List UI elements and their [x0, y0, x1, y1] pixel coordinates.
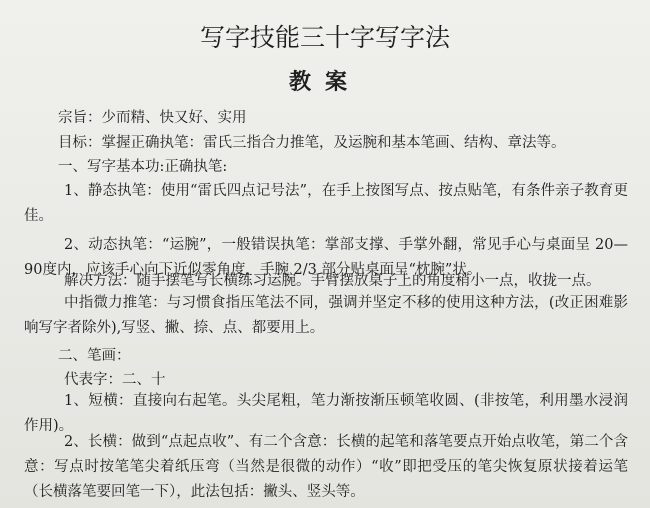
paragraph-static-grip: 1、静态执笔：使用“雷氏四点记号法”，在手上按图写点、按点贴笔，有条件亲子教育更佳。	[24, 183, 628, 224]
section-heading-basics: 一、写字基本功:正确执笔:	[58, 159, 228, 175]
paragraph-middle-finger: 中指微力推笔：与习惯食指压笔法不同，强调并坚定不移的使用这种方法，(改正困难影响写字者除外),写竖、撇、捺、点、都要用上。	[24, 295, 628, 336]
solution-line: 解决方法：随手摆笔写长横练习运腕。手臂摆放桌子上的角度稍小一点，收拢一点。	[64, 273, 601, 289]
document-subtitle: 教案	[288, 69, 361, 95]
document-title: 写字技能三十字写字法	[199, 23, 450, 52]
goal-line: 目标：掌握正确执笔：雷氏三指合力推笔，及运腕和基本笔画、结构、章法等。	[58, 135, 566, 151]
section-heading-strokes: 二、笔画：	[58, 348, 131, 364]
paragraph-dynamic-grip: 2、动态执笔：“运腕”，一般错误执笔：掌部支撑、手掌外翻，常见手心与桌面呈 20—90度内，应该手心向下近似零角度，手腕 2/3 部分贴桌面呈“枕腕”状。	[24, 237, 628, 278]
purpose-line: 宗旨：少而精、快又好、实用	[58, 110, 247, 126]
representative-chars-line: 代表字：二、十	[64, 372, 166, 388]
paragraph-short-horizontal: 1、短横：直接向右起笔。头尖尾粗，笔力渐按渐压顿笔收圆、(非按笔，利用墨水浸润作用)。	[24, 393, 628, 434]
paragraph-long-horizontal: 2、长横：做到“点起点收”、有二个含意：长横的起笔和落笔要点开始点收笔，第二个含意：写点时按笔笔尖着纸压弯（当然是很微的动作）“收”即把受压的笔尖恢复原状接着运笔（长横落笔要回笔一下），此法包括：撇头、竖头等。	[24, 434, 628, 500]
